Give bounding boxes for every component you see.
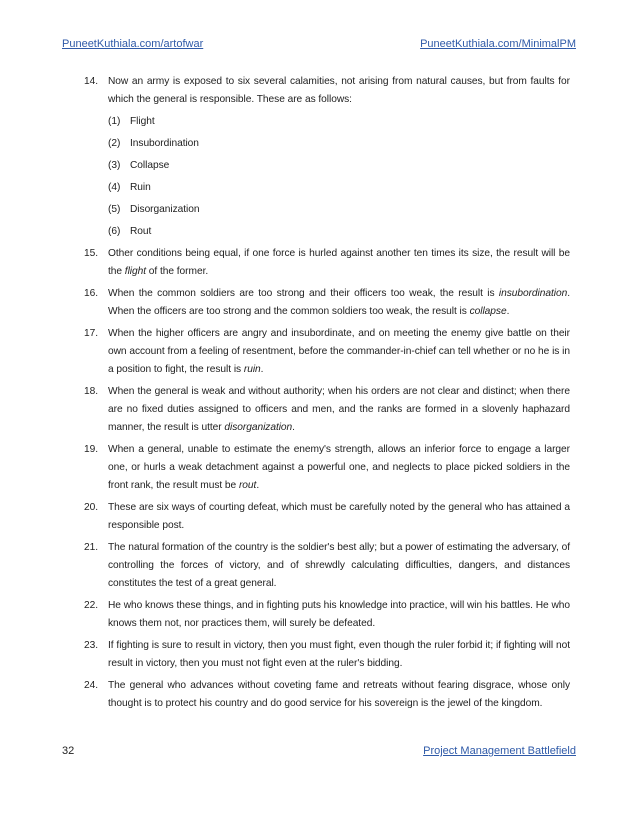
sub-item-number: (4) bbox=[108, 182, 121, 193]
sub-item bbox=[108, 179, 570, 197]
item-number: 15. bbox=[84, 248, 99, 259]
item-text: When a general, unable to estimate the enemy's strength, allows an inferior force to engage a larger one, or hurls a weak detachment against a powerful one, and neglects to place picked soldiers in the front rank, the result must be bbox=[108, 444, 570, 491]
item-text: The natural formation of the country is the soldier's best ally; but a power of estimating the adversary, of controlling the forces of victory, and of shrewdly calculating difficulties, dangers, and distances constitutes the test of a great general. bbox=[108, 542, 570, 589]
sub-item-number: (2) bbox=[108, 138, 121, 149]
item-text: of the former. bbox=[146, 266, 209, 277]
page-header bbox=[62, 37, 576, 51]
list-item-20 bbox=[84, 499, 570, 535]
item-text: These are six ways of courting defeat, which must be carefully noted by the general who has attained a responsible post. bbox=[108, 502, 570, 531]
item-text: . bbox=[260, 364, 264, 375]
item-text: When the general is weak and without authority; when his orders are not clear and distinct; when there are no fixed duties assigned to officers and men, and the ranks are formed in a slovenly haphazard manner, the result is utter bbox=[108, 386, 570, 433]
sub-item-text: Insubordination bbox=[130, 138, 199, 149]
list-item-24 bbox=[84, 677, 570, 713]
sub-item-number: (5) bbox=[108, 204, 121, 215]
sub-item bbox=[108, 201, 570, 219]
item-text: He who knows these things, and in fighting puts his knowledge into practice, will win his battles. He who knows them not, nor practices them, will surely be defeated. bbox=[108, 600, 570, 629]
header-link-minimalpm[interactable]: PuneetKuthiala.com/MinimalPM bbox=[420, 38, 576, 50]
list-item-23 bbox=[84, 637, 570, 673]
item-number: 16. bbox=[84, 288, 99, 299]
sub-item-text: Flight bbox=[130, 116, 155, 127]
item-text: . When the officers are too strong and the common soldiers too weak, the result is bbox=[108, 288, 570, 317]
item-text: If fighting is sure to result in victory, then you must fight, even though the ruler forbid it; if fighting will not result in victory, then you must not fight even at the ruler's bidding. bbox=[108, 640, 570, 669]
item-number: 23. bbox=[84, 640, 99, 651]
list-item-17 bbox=[84, 325, 570, 379]
sub-item-text: Disorganization bbox=[130, 204, 200, 215]
item-text: . bbox=[256, 480, 260, 491]
list-item-22 bbox=[84, 597, 570, 633]
item-emphasis: disorganization bbox=[224, 422, 293, 433]
item-emphasis: flight bbox=[124, 266, 147, 277]
sub-item bbox=[108, 223, 570, 241]
item-text: The general who advances without coveting fame and retreats without fearing disgrace, whose only thought is to protect his country and do good service for his sovereign is the jewel of the kingdom. bbox=[108, 680, 570, 709]
item-emphasis: rout bbox=[238, 480, 257, 491]
item-text: . bbox=[292, 422, 295, 433]
item-emphasis: insubordination bbox=[498, 288, 568, 299]
list-item-18 bbox=[84, 383, 570, 437]
item-number: 20. bbox=[84, 502, 99, 513]
item-number: 14. bbox=[84, 76, 99, 87]
sub-item bbox=[108, 135, 570, 153]
sub-item-text: Ruin bbox=[130, 182, 151, 193]
sub-item-number: (1) bbox=[108, 116, 121, 127]
sub-item bbox=[108, 113, 570, 131]
item-number: 18. bbox=[84, 386, 99, 397]
item-text: Now an army is exposed to six several calamities, not arising from natural causes, but from faults for which the general is responsible. These are as follows: bbox=[108, 76, 570, 105]
item-text: When the common soldiers are too strong and their officers too weak, the result is bbox=[108, 288, 499, 299]
calamities-list bbox=[108, 113, 570, 241]
item-text: . bbox=[506, 306, 510, 317]
item-number: 17. bbox=[84, 328, 99, 339]
sub-item-number: (3) bbox=[108, 160, 121, 171]
list-item-19 bbox=[84, 441, 570, 495]
sub-item-number: (6) bbox=[108, 226, 121, 237]
header-link-artofwar[interactable]: PuneetKuthiala.com/artofwar bbox=[62, 38, 204, 50]
sub-item-text: Collapse bbox=[130, 160, 170, 171]
list-item-16 bbox=[84, 285, 570, 321]
item-emphasis: collapse bbox=[469, 306, 507, 317]
sub-item-text: Rout bbox=[130, 226, 152, 237]
item-text: Other conditions being equal, if one force is hurled against another ten times its size, the result will be the bbox=[108, 248, 570, 277]
list-item-21 bbox=[84, 539, 570, 593]
page-number: 32 bbox=[62, 745, 75, 757]
list-item-15 bbox=[84, 245, 570, 281]
item-emphasis: ruin bbox=[243, 364, 261, 375]
page-body bbox=[84, 73, 570, 717]
item-number: 21. bbox=[84, 542, 99, 553]
item-text: When the higher officers are angry and insubordinate, and on meeting the enemy give battle on their own account from a feeling of resentment, before the commander-in-chief can tell whether or no he is in a position to fight, the result is bbox=[108, 328, 570, 375]
item-number: 19. bbox=[84, 444, 99, 455]
sub-item bbox=[108, 157, 570, 175]
item-number: 22. bbox=[84, 600, 99, 611]
item-number: 24. bbox=[84, 680, 99, 691]
footer-link-battlefield[interactable]: Project Management Battlefield bbox=[423, 745, 576, 757]
list-item-14 bbox=[84, 73, 570, 241]
